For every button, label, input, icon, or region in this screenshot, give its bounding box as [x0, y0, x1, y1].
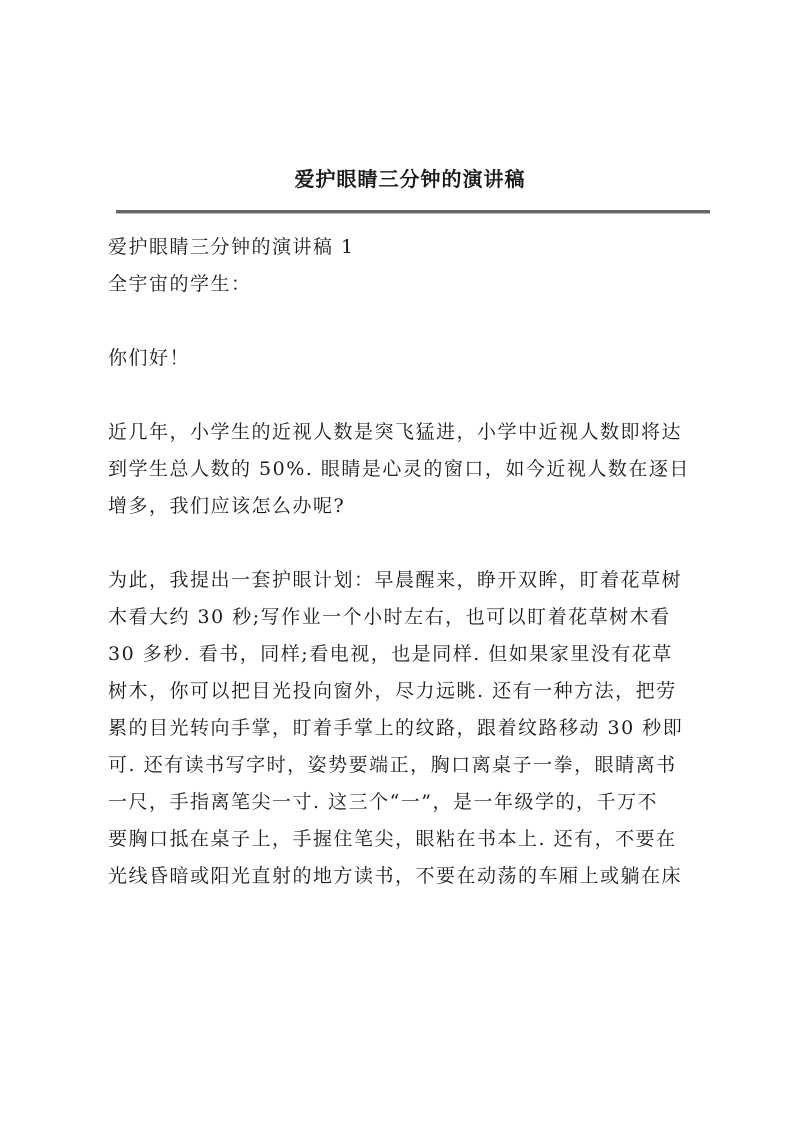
document-title: 爱护眼睛三分钟的演讲稿	[294, 167, 526, 191]
document-body	[108, 229, 718, 895]
paragraph-line: 要胸口抵在桌子上，手握住笔尖，眼粘在书本上. 还有，不要在	[108, 828, 677, 850]
paragraph-2	[108, 562, 718, 895]
paragraph-line: 树木，你可以把目光投向窗外，尽力远眺. 还有一种方法，把劳	[108, 680, 677, 702]
paragraph-line: 30 多秒. 看书，同样;看电视，也是同样. 但如果家里没有花草	[108, 643, 673, 665]
paragraph-line: 累的目光转向手掌，盯着手掌上的纹路，跟着纹路移动 30 秒即	[108, 717, 684, 739]
greeting: 你们好！	[108, 347, 191, 369]
blank-line	[108, 377, 718, 414]
paragraph-line: 到学生总人数的 50%. 眼睛是心灵的窗口，如今近视人数在逐日	[108, 458, 690, 480]
title-divider	[116, 210, 710, 214]
blank-line	[108, 303, 718, 340]
section-heading: 爱护眼睛三分钟的演讲稿 1	[108, 236, 355, 258]
salutation: 全宇宙的学生：	[108, 273, 252, 295]
paragraph-line: 可. 还有读书写字时，姿势要端正，胸口离桌子一拳，眼睛离书	[108, 754, 677, 776]
paragraph-line: 一尺，手指离笔尖一寸. 这三个“一”，是一年级学的，千万不	[108, 791, 659, 813]
blank-line	[108, 525, 718, 562]
paragraph-line: 木看大约 30 秒;写作业一个小时左右，也可以盯着花草树木看	[108, 606, 671, 628]
paragraph-1	[108, 414, 718, 525]
paragraph-line: 光线昏暗或阳光直射的地方读书，不要在动荡的车厢上或躺在床	[108, 865, 683, 887]
paragraph-line: 近几年，小学生的近视人数是突飞猛进，小学中近视人数即将达	[108, 421, 683, 443]
paragraph-line: 为此，我提出一套护眼计划：早晨醒来，睁开双眸，盯着花草树	[108, 569, 683, 591]
paragraph-line: 增多，我们应该怎么办呢?	[108, 495, 346, 517]
